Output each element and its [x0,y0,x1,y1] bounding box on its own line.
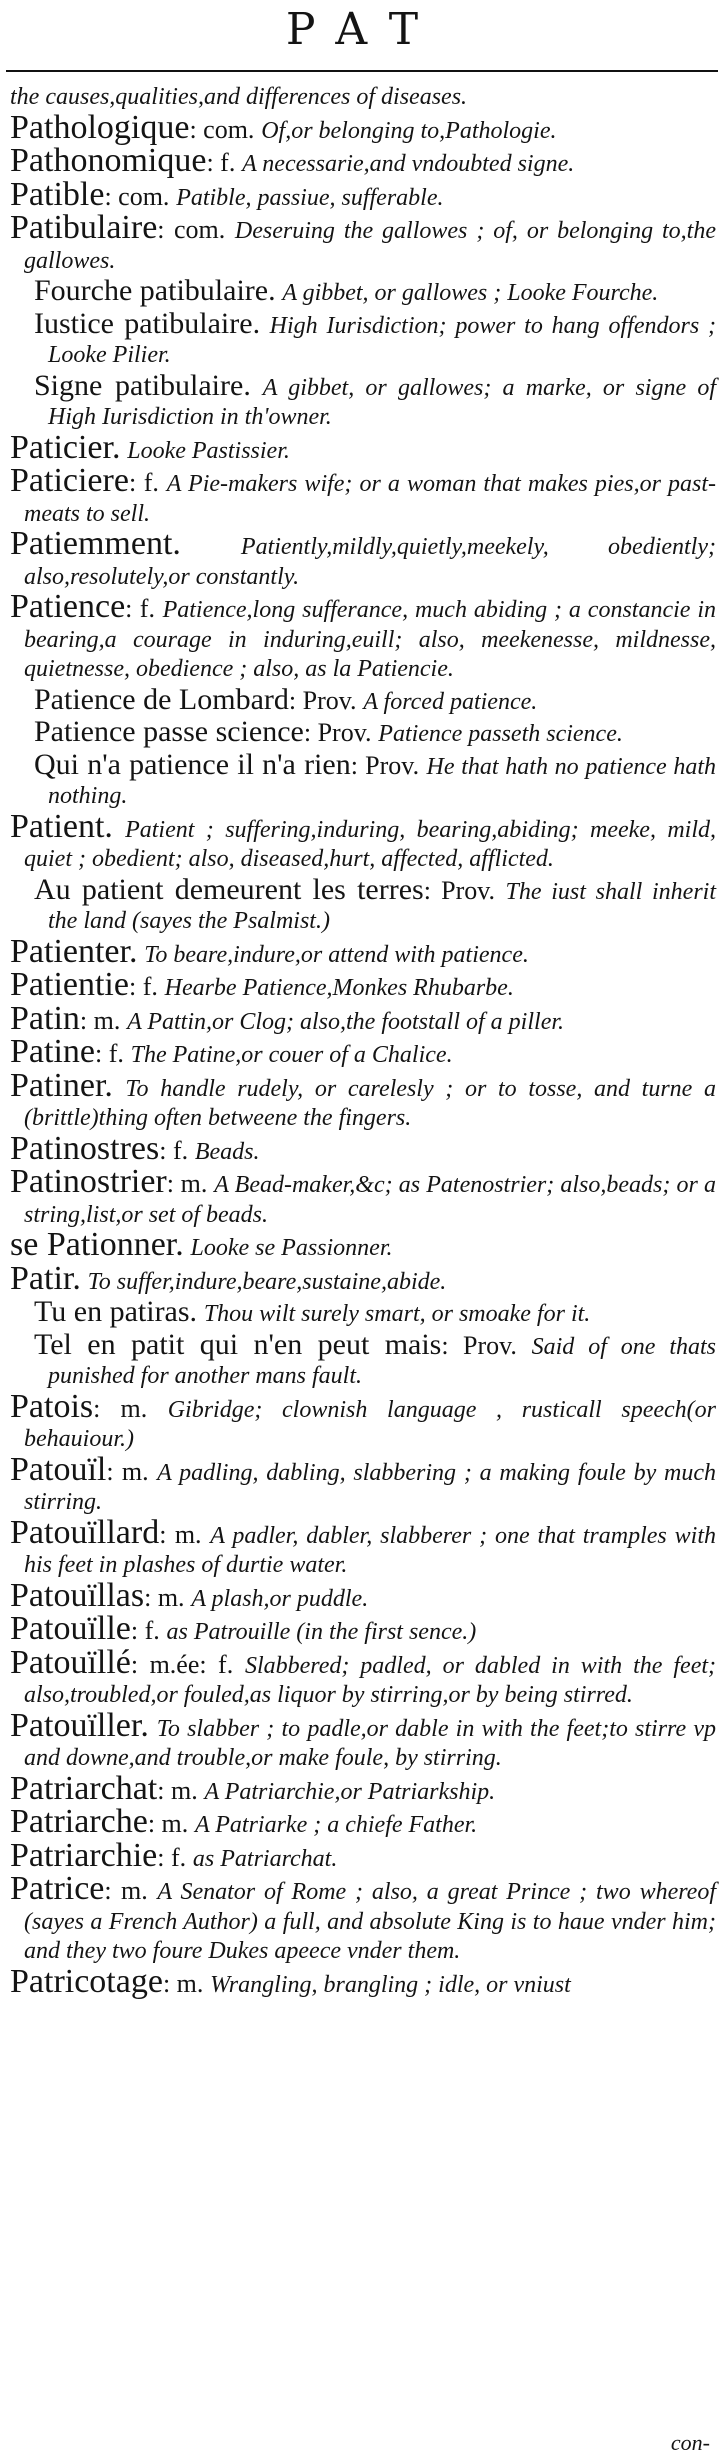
dictionary-entry [10,1259,716,1297]
dictionary-entry [10,1706,717,1773]
dictionary-entry [10,209,717,275]
dictionary-entry [10,1226,716,1263]
grammar-label: : Prov. [441,1330,517,1360]
phrase-headword: Patience de Lombard [34,682,289,716]
entry-definition: Patient ; suffering,induring, bearing,abiding; meeke, mild, quiet ; obedient; also, diseased,hurt, affected, afflicted. [24,816,717,872]
grammar-label: : f. [157,1842,187,1872]
dictionary-entry [10,428,716,466]
entry-headword: Patin [10,999,80,1037]
entry-definition: Patible, passiue, sufferable. [176,184,444,211]
dictionary-subentry [10,682,716,717]
dictionary-entry [10,1643,717,1710]
entry-definition: Looke se Passionner. [190,1235,393,1261]
entry-headword: Patriarchie [10,1836,158,1874]
grammar-label: : com. [157,215,226,244]
entry-definition: To beare,indure,or attend with patience. [144,941,529,968]
entry-definition: To suffer,indure,beare,sustaine,abide. [87,1268,447,1295]
entry-definition: Gibridge; clownish language , rusticall speech(or behauiour.) [24,1396,716,1452]
entry-definition: Looke Pastissier. [127,437,290,464]
entry-headword: Patir. [10,1259,81,1297]
grammar-label: : m.ée: f. [130,1649,234,1679]
entry-definition: A gibbet, or gallowes ; Looke Fourche. [282,280,659,306]
entry-definition: A Pattin,or Clog; also,the footstall of a piller. [127,1008,565,1035]
entry-headword: Patienter. [10,932,138,970]
grammar-label: : Prov. [303,718,372,747]
grammar-label: : f. [159,1135,189,1165]
grammar-label: : m. [93,1393,148,1423]
entry-definition: A Bead-maker,&c; as Patenostrier; also,beads; or a string,list,or set of beads. [24,1172,717,1228]
entry-headword: Pathologique [10,108,190,146]
entry-headword: Patois [10,1387,94,1425]
entry-headword: Pathonomique [10,142,207,179]
entry-definition: A necessarie,and vndoubted signe. [242,151,575,177]
entry-definition: The iust shall inherit the land (sayes the Psalmist.) [48,878,717,934]
phrase-headword: Iustice patibulaire. [34,306,261,340]
dictionary-entry [10,1033,716,1070]
entry-headword: Patouïller. [10,1706,149,1744]
running-headword: PAT [285,4,443,55]
entry-headword: Patientie [10,966,129,1003]
phrase-headword: Tel en patit qui n'en peut mais [34,1327,442,1361]
entry-headword: Patine [10,1033,95,1070]
page-header [0,0,728,64]
dictionary-entry [10,175,716,213]
header-rule [6,70,718,72]
dictionary-entry [10,108,716,146]
dictionary-subentry [10,1327,717,1391]
entry-headword: Patible [10,175,105,213]
dictionary-entry [10,588,716,684]
entry-definition: A Patriarke ; a chiefe Father. [195,1812,478,1838]
entry-headword: Patinostrier [10,1163,167,1200]
entry-definition: Patience,long sufferance, much abiding ; a constancie in bearing,a courage in induring,euill; also, meekenesse, mildnesse, quietnesse, obedience ; also, as la Patiencie. [24,597,716,682]
entry-headword: se Pationner. [10,1226,184,1263]
entry-definition: A padling, dabling, slabbering ; a making foule by much stirring. [24,1459,717,1515]
phrase-headword: Tu en patiras. [34,1295,198,1328]
entry-headword: Patricotage [10,1962,163,2000]
dictionary-entry [10,1576,716,1614]
entry-definition: A gibbet, or gallowes; a marke, or signe of High Iurisdiction in th'owner. [48,374,716,430]
entry-definition: To handle rudely, or carelesly ; or to tosse, and turne a (brittle)thing often betweene the fingers. [24,1075,717,1131]
dictionary-entry [10,1513,717,1580]
entry-definition: A padler, dabler, slabberer ; one that tramples with his feet in plashes of durtie water. [24,1522,717,1578]
entry-definition: as Patriarchat. [192,1845,338,1872]
grammar-label: : m. [159,1519,202,1549]
dictionary-entry [10,807,717,874]
entry-definition: A plash,or puddle. [191,1585,369,1612]
entry-definition: The Patine,or couer of a Chalice. [130,1042,453,1068]
grammar-label: : m. [166,1169,208,1198]
entry-definition: A Senator of Rome ; also, a great Prince ; two whereof (sayes a French Author) a full, and absolute King is to haue vnder him; and they two foure Dukes apeece vnder them. [24,1879,716,1964]
catchword: con- [670,2430,710,2455]
dictionary-entry [10,1066,717,1133]
dictionary-entry [10,1610,716,1647]
entry-definition: Patiently,mildly,quietly,meekely, obediently; also,resolutely,or constantly. [24,534,716,590]
entry-definition: A forced patience. [363,688,538,715]
entry-headword: Patriarche [10,1803,148,1840]
grammar-label: : m. [106,1456,149,1486]
entry-headword: Patinostres [10,1129,160,1167]
entry-headword: Patouïl [10,1450,107,1488]
dictionary-subentry [10,1295,716,1329]
entry-definition: the causes,qualities,and differences of diseases. [10,84,468,110]
phrase-headword: Signe patibulaire. [34,368,251,402]
grammar-label: : Prov. [288,685,357,715]
entry-headword: Patrice [10,1870,105,1907]
entry-definition: High Iurisdiction; power to hang offendors ; Looke Pilier. [48,312,716,368]
entry-headword: Patouïllé [10,1643,131,1681]
dictionary-entry [10,999,716,1037]
dictionary-entry [10,525,716,591]
dictionary-entry [10,966,716,1003]
dictionary-subentry [10,747,717,811]
entry-definition: A Patriarchie,or Patriarkship. [204,1778,496,1805]
entry-definition: Hearbe Patience,Monkes Rhubarbe. [164,975,514,1001]
grammar-label: : m. [162,1968,204,1998]
dictionary-entry [10,1803,716,1840]
entry-headword: Paticier. [10,428,121,466]
dictionary-entry [10,932,716,970]
entry-headword: Patiemment. [10,525,181,562]
dictionary-entry [10,1769,716,1807]
dictionary-subentry [10,872,717,936]
phrase-headword: Patience passe science [34,715,304,748]
entry-headword: Patouïlle [10,1610,131,1647]
grammar-label: : m. [157,1775,198,1805]
entry-definition: A Pie-makers wife; or a woman that makes pies,or past-meats to sell. [24,471,717,527]
grammar-label: : f. [128,468,159,497]
entry-headword: Patiner. [10,1066,113,1104]
entry-headword: Patibulaire [10,209,158,246]
entry-headword: Patouïllas [10,1576,145,1614]
dictionary-entry [10,142,716,179]
grammar-label: : com. [104,181,170,211]
grammar-label: : f. [125,594,155,623]
entry-headword: Patouïllard [10,1513,160,1551]
dictionary-entry [10,1870,716,1966]
dictionary-entry [10,462,717,528]
grammar-label: : m. [144,1582,185,1612]
entry-definition: He that hath no patience hath nothing. [48,753,717,809]
grammar-label: : m. [147,1809,189,1838]
entry-definition: Deseruing the gallowes ; of, or belonging to,the gallowes. [24,218,717,274]
grammar-label: : f. [94,1039,124,1068]
phrase-headword: Fourche patibulaire. [34,274,276,307]
entry-headword: Patient. [10,807,113,845]
dictionary-entry [10,1387,716,1454]
grammar-label: : com. [189,114,255,144]
dictionary-subentry [10,306,716,370]
dictionary-entry [10,82,716,112]
entry-headword: Patriarchat [10,1769,158,1807]
grammar-label: : m. [79,1005,121,1035]
entry-definition: Slabbered; padled, or dabled in with the feet; also,troubled,or fouled,as liquor by stirring,or by being stirred. [24,1652,717,1708]
entry-definition: Beads. [194,1138,260,1165]
dictionary-subentry [10,715,716,749]
entry-headword: Patience [10,588,126,625]
dictionary-entry [10,1163,717,1229]
grammar-label: : m. [104,1876,148,1905]
dictionary-entry [10,1450,717,1517]
dictionary-entry [10,1836,716,1874]
dictionary-subentry [10,274,716,308]
entry-definition: Patience passeth science. [378,721,623,747]
entry-definition: To slabber ; to padle,or dable in with the feet;to stirre vp and downe,and trouble,or make foule, by stirring. [24,1715,717,1771]
dictionary-entry [10,1129,716,1167]
entry-column [10,82,716,2001]
phrase-headword: Qui n'a patience il n'a rien [34,747,351,781]
entry-headword: Paticiere [10,462,129,499]
grammar-label: : f. [130,1616,160,1645]
dictionary-subentry [10,368,716,432]
phrase-headword: Au patient demeurent les terres [34,872,424,906]
entry-definition: Said of one thats punished for another mans fault. [48,1333,717,1389]
entry-definition: Thou wilt surely smart, or smoake for it. [203,1301,591,1327]
grammar-label: : f. [206,148,236,177]
grammar-label: : Prov. [423,875,496,905]
dictionary-entry [10,1962,716,2000]
grammar-label: : Prov. [350,750,420,780]
entry-definition: as Patrouille (in the first sence.) [166,1619,477,1645]
grammar-label: : f. [128,972,158,1001]
entry-definition: Wrangling, brangling ; idle, or vniust [210,1971,571,1998]
entry-definition: Of,or belonging to,Pathologie. [261,117,557,144]
